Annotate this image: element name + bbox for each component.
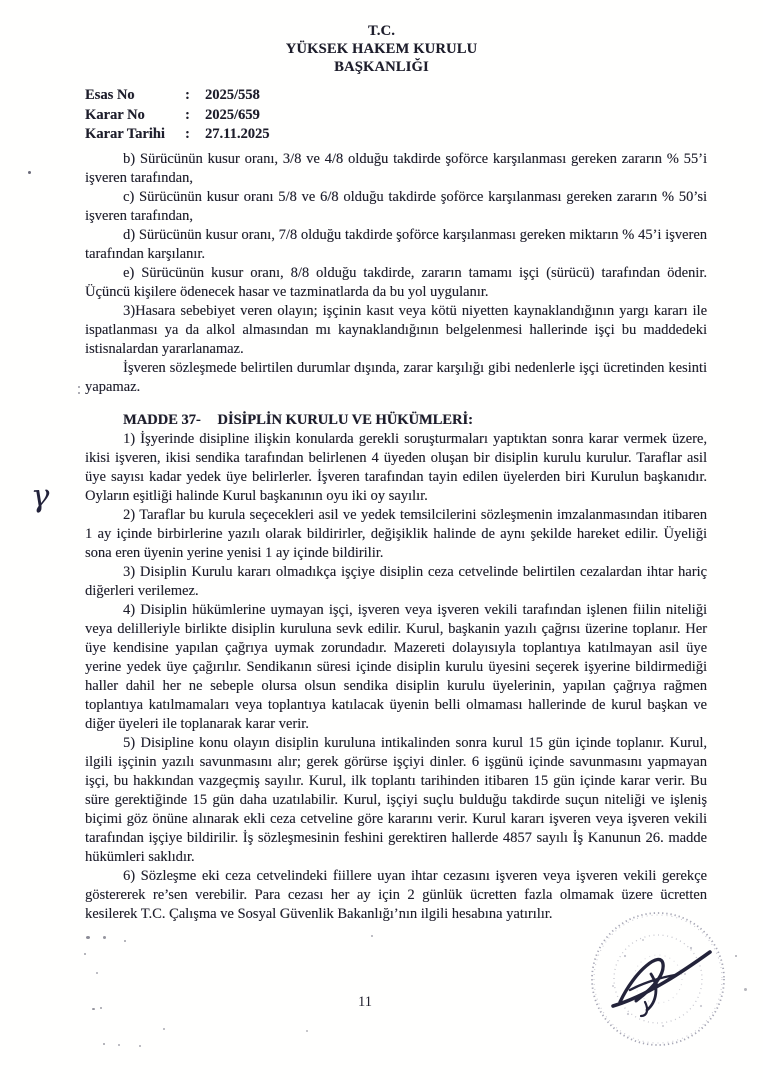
colon-separator: : (185, 106, 190, 123)
karar-tarihi-value: 27.11.2025 (205, 126, 270, 142)
scan-speck (28, 171, 31, 174)
case-row-karar-tarihi (85, 125, 269, 145)
paragraph-item-d: d) Sürücünün kusur oranı, 7/8 olduğu takdirde şoförce karşılanması gereken miktarın % 45’i işveren tarafından karşılanır. (85, 227, 707, 262)
official-stamp (573, 896, 763, 1071)
scan-speck (92, 1008, 95, 1010)
paragraph-item-b: b) Sürücünün kusur oranı, 3/8 ve 4/8 olduğu takdirde şoförce karşılanması gereken zararın % 55’i işveren tarafından, (85, 151, 707, 186)
madde37-clause-2: 2) Taraflar bu kurula seçecekleri asil ve yedek temsilcilerini sözleşmenin imzalanmasından itibaren 1 ay içinde birbirlerine yazılı olarak bildirirler, değişiklik halinde de aynı şekilde hareket edilir. Üyeliği sona eren üyenin yerine yenisi 1 ay içinde bildirilir. (85, 507, 707, 561)
madde-number: MADDE 37- (123, 412, 201, 428)
karar-tarihi-label: Karar Tarihi (85, 126, 165, 142)
paragraph-item-c: c) Sürücünün kusur oranı 5/8 ve 6/8 olduğu takdirde şoförce karşılanması gereken zararın % 50’si işveren tarafından, (85, 189, 707, 224)
esas-no-value: 2025/558 (205, 87, 260, 103)
handwritten-margin-mark: γ (30, 477, 51, 515)
scan-speck (118, 1044, 120, 1046)
esas-no-label: Esas No (85, 87, 135, 103)
document-body (85, 150, 707, 924)
scan-speck (124, 940, 126, 942)
republic-title: T.C. (367, 23, 396, 39)
case-row-karar-no (85, 106, 269, 126)
scan-speck (744, 988, 747, 991)
scan-speck (371, 935, 373, 937)
signature-scrawl (613, 952, 710, 1016)
scan-speck (735, 955, 737, 957)
madde37-clause-1: 1) İşyerinde disipline ilişkin konularda gerekli soruşturmaları yaptıktan sonra karar vermek üzere, ikisi işveren, ikisi sendika tarafından belirlenen 4 üyeden oluşan bir disiplin kurulu kurulur. Taraflar asil üye sayısı kadar yedek üye belirlerler. İşveren tarafından tayin edilen üyelerden biri Kurulun başkanıdır. Oyların eşitliği halinde Kurul başkanının oyu iki oy sayılır. (85, 431, 707, 504)
scan-speck (100, 1007, 102, 1009)
stamp-and-signature-graphic (573, 896, 763, 1066)
scan-speck (96, 972, 98, 974)
madde-title: DİSİPLİN KURULU VE HÜKÜMLERİ: (217, 412, 473, 428)
madde37-clause-4: 4) Disiplin hükümlerine uymayan işçi, işveren veya işveren vekili tarafından işlenen fiilin niteliği veya delilleriyle birlikte disiplin kuruluna sevk edilir. Kurul, başkanin yazılı çağrısı üzerine toplanır. Her üye kendisine yapılan çağrıya uymak zorundadır. Mazereti dolayısıyla toplantıya katılmayan asil üye yerine yedek üye çağırılır. Sendikanın süresi içinde disiplin kurulu üyesini seçerek işyerine bildirmediği haller dahil her ne sebeple olursa olsun sendika disiplin kurulu üyelerinin, yapılan çağrıya rağmen toplantıya katılmamaları veya toplantıya katılacak üyenin belli olmaması hallerinde de kurul başkan ve diğer üyeleri ile toplanarak karar verir. (85, 602, 707, 732)
scan-speck (78, 386, 80, 388)
scan-speck (86, 936, 90, 939)
madde-37-heading (85, 411, 707, 430)
scan-speck (306, 1030, 308, 1032)
paragraph-isveren: İşveren sözleşmede belirtilen durumlar dışında, zarar karşılığı gibi nedenlerle işçi ücretinden kesinti yapamaz. (85, 360, 707, 395)
institution-name: YÜKSEK HAKEM KURULU (285, 41, 478, 57)
scan-speck (84, 953, 86, 955)
scan-speck (103, 936, 106, 939)
paragraph-item-e: e) Sürücünün kusur oranı, 8/8 olduğu takdirde, zararın tamamı işçi (sürücü) tarafından ödenir. Üçüncü kişilere ödenecek hasar ve tazminatlarda da bu yol uygulanır. (85, 265, 707, 300)
document-header (0, 22, 763, 76)
case-info-block (85, 86, 269, 145)
colon-separator: : (185, 126, 190, 142)
madde37-clause-6: 6) Sözleşme eki ceza cetvelindeki fiillere uyan ihtar cezasını işveren veya işveren vekili gerekçe göstererek re’sen verebilir. Para cezası her ay için 2 günlük ücretten fazla olmamak üzere ücretten kesilerek T.C. Çalışma ve Sosyal Güvenlik Bakanlığı’nın ilgili hesabına yatırılır. (85, 868, 707, 922)
paragraph-clause-3: 3)Hasara sebebiyet veren olayın; işçinin kasıt veya kötü niyetten kaynaklandığının yargı kararı ile ispatlanması ya da alkol almasından mı kaynaklandığının belgelenmesi hallerinde işçi bu maddedeki istisnalardan yararlanamaz. (85, 303, 707, 357)
karar-no-label: Karar No (85, 106, 145, 123)
page-number: 11 (358, 994, 372, 1010)
colon-separator: : (185, 87, 190, 103)
institution-department: BAŞKANLIĞI (334, 59, 429, 75)
madde37-clause-3: 3) Disiplin Kurulu kararı olmadıkça işçiye disiplin ceza cetvelinde belirtilen cezalardan ihtar hariç diğerleri verilemez. (85, 564, 707, 599)
scan-speck (78, 392, 80, 394)
karar-no-value: 2025/659 (205, 106, 260, 123)
scan-speck (103, 1043, 105, 1045)
case-row-esas-no (85, 86, 269, 106)
madde37-clause-5: 5) Disipline konu olayın disiplin kuruluna intikalinden sonra kurul 15 gün içinde toplanır. Kurul, ilgili işçinin yazılı savunmasını alır; gerek görürse işçiyi dinler. 6 işgünü içinde savunmasını yapmayan işçi, bu hakkından vazgeçmiş sayılır. Kurul, ilk toplantı tarihinden itibaren 15 gün içinde karar verir. Bu süre gerektiğinde 15 gün daha uzatılabilir. Kurul, işçiyi suçlu bulduğu takdirde suçun niteliği ve işleniş biçimi göz önüne alınarak ekli ceza cetveline göre kararını verir. Kurul kararı işveren veya işveren vekili tarafından işçiye bildirilir. İş sözleşmesinin feshini gerektiren hallerde 4857 sayılı İş Kanunun 26. madde hükümleri saklıdır. (85, 735, 707, 865)
scan-speck (163, 1028, 165, 1030)
scan-speck (139, 1045, 141, 1047)
